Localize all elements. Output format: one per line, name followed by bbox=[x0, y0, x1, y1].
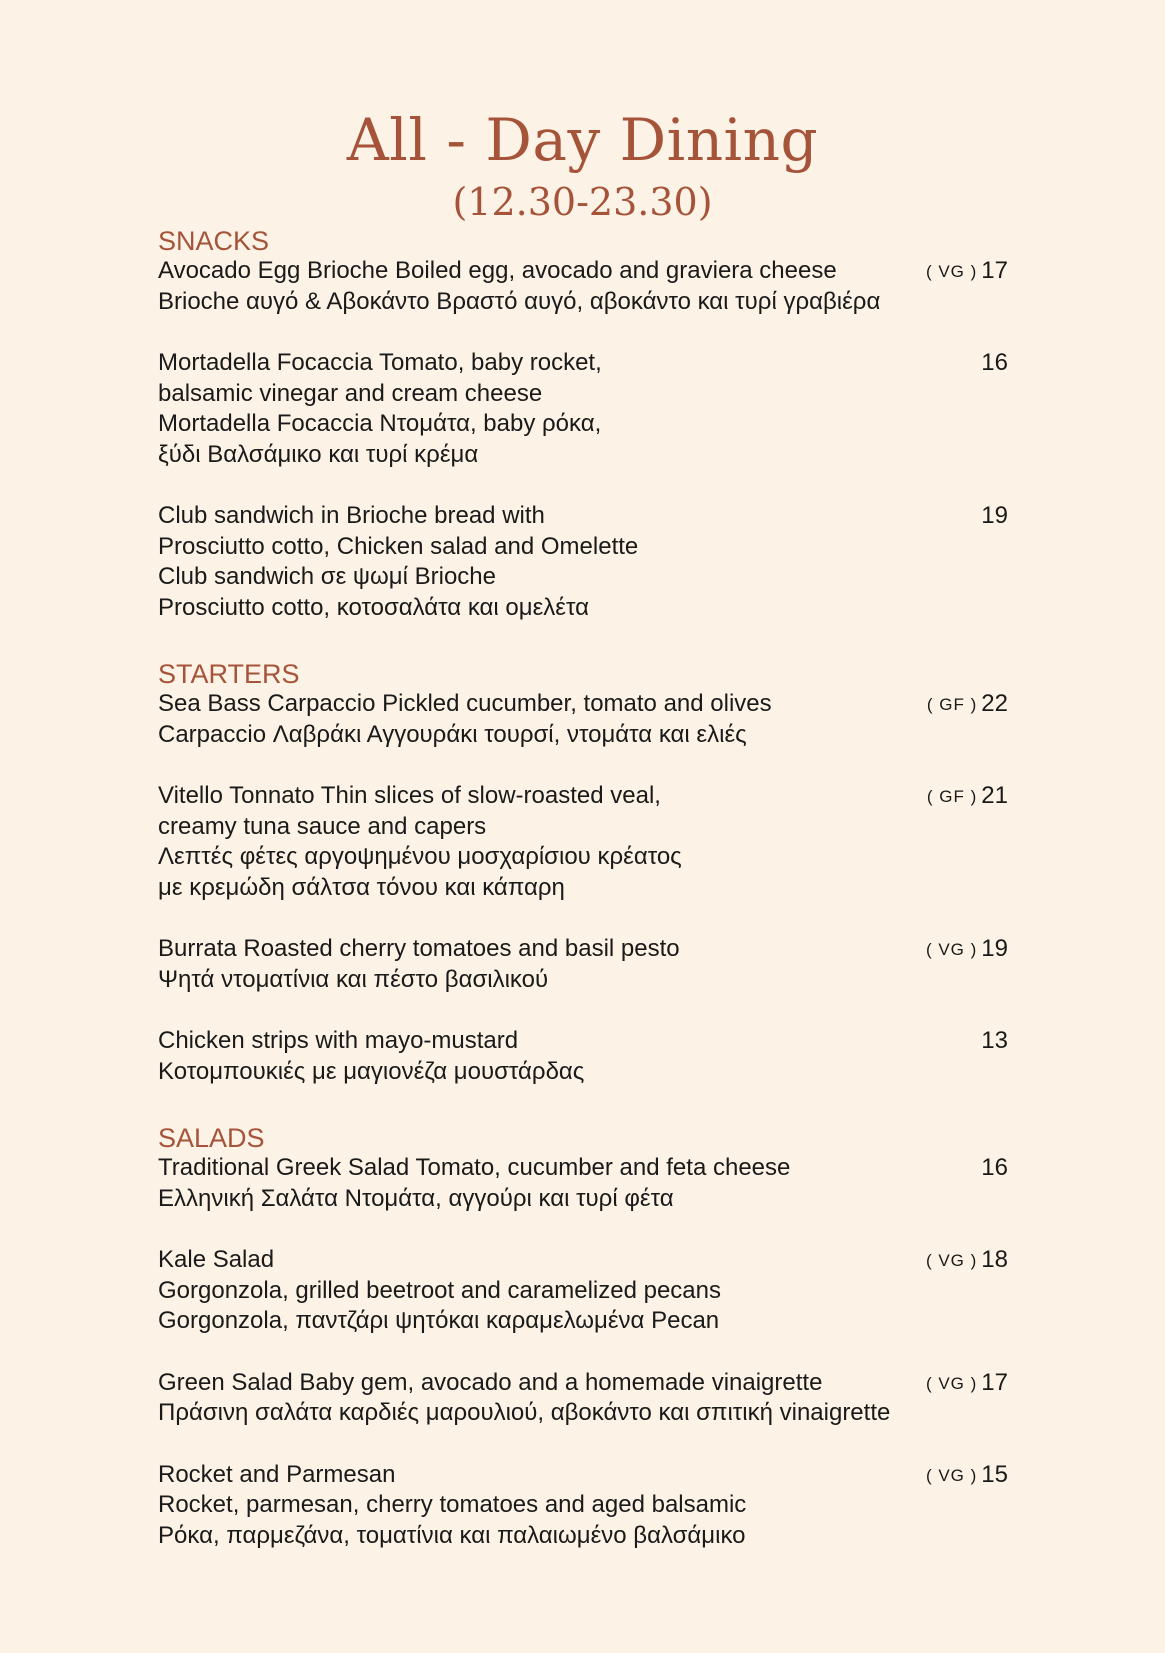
menu-item-description: Gorgonzola, παντζάρι ψητόκαι καραμελωμένα Pecan bbox=[158, 1307, 720, 1334]
menu-item bbox=[158, 1153, 1008, 1214]
menu-item-meta bbox=[926, 1460, 1008, 1492]
menu-item-description: Prosciutto cotto, Chicken salad and Omelette bbox=[158, 532, 639, 560]
menu-item-description: Κοτομπουκιές με μαγιονέζα μουστάρδας bbox=[158, 1057, 585, 1085]
menu-item-price: 19 bbox=[981, 502, 1008, 529]
menu-item-name: Kale Salad bbox=[158, 1246, 275, 1273]
menu-item-name: Vitello Tonnato Thin slices of slow-roasted veal, bbox=[158, 782, 661, 809]
menu-item-price: 17 bbox=[981, 1368, 1008, 1396]
menu-item-meta bbox=[981, 1026, 1008, 1057]
menu-item-meta bbox=[926, 256, 1008, 288]
menu-item-price: 17 bbox=[981, 257, 1008, 284]
section-title: STARTERS bbox=[158, 659, 300, 689]
menu-item bbox=[158, 1245, 1008, 1337]
menu-item-description: Ρόκα, παρμεζάνα, τοματίνια και παλαιωμένο βαλσάμικο bbox=[158, 1521, 746, 1549]
menu-item-price: 16 bbox=[981, 349, 1008, 376]
menu-item-description: Ψητά ντοματίνια και πέστο βασιλικού bbox=[158, 965, 549, 993]
diet-badge: ( GF ) bbox=[926, 787, 978, 806]
menu-item-description: Carpaccio Λαβράκι Αγγουράκι τουρσί, ντομάτα και ελιές bbox=[158, 720, 747, 748]
menu-item-price: 19 bbox=[981, 935, 1008, 962]
menu-item-meta bbox=[926, 1368, 1008, 1400]
menu-item bbox=[158, 934, 1008, 995]
menu-item-description: creamy tuna sauce and capers bbox=[158, 812, 487, 840]
menu-item-name: Rocket and Parmesan bbox=[158, 1460, 396, 1488]
menu-item bbox=[158, 501, 1008, 623]
diet-badge: ( GF ) bbox=[926, 695, 978, 714]
diet-badge: ( VG ) bbox=[925, 1465, 978, 1485]
menu-item-description: Λεπτές φέτες αργοψημένου μοσχαρίσιου κρέατος bbox=[158, 843, 682, 870]
menu-item-name: Mortadella Focaccia Tomato, baby rocket, bbox=[158, 349, 602, 376]
menu-item-meta bbox=[927, 689, 1008, 721]
menu-item-description: Club sandwich σε ψωμί Brioche bbox=[158, 563, 496, 590]
section-snacks bbox=[158, 226, 1008, 623]
menu-item-price: 21 bbox=[981, 782, 1008, 809]
menu-item-price: 15 bbox=[981, 1460, 1008, 1488]
section-salads bbox=[158, 1123, 1008, 1551]
page-title: All - Day Dining bbox=[346, 106, 819, 174]
section-title: SNACKS bbox=[158, 226, 270, 256]
menu-item-description: balsamic vinegar and cream cheese bbox=[158, 379, 543, 407]
menu-item-description: ξύδι Βαλσάμικο και τυρί κρέμα bbox=[158, 440, 479, 468]
menu-item bbox=[158, 348, 1008, 470]
menu-item bbox=[158, 781, 1008, 903]
diet-badge: ( VG ) bbox=[925, 940, 978, 959]
menu-item-description: Rocket, parmesan, cherry tomatoes and aged balsamic bbox=[158, 1491, 747, 1518]
menu-item-meta bbox=[981, 348, 1008, 379]
section-title: SALADS bbox=[158, 1123, 265, 1153]
menu-item-description: Prosciutto cotto, κοτοσαλάτα και ομελέτα bbox=[158, 593, 590, 621]
section-starters bbox=[158, 659, 1008, 1087]
menu-item bbox=[158, 689, 1008, 750]
menu-item-meta bbox=[981, 501, 1008, 532]
menu-item-name: Avocado Egg Brioche Boiled egg, avocado and graviera cheese bbox=[158, 257, 837, 284]
menu-item-meta bbox=[981, 1153, 1008, 1184]
menu-item-description: Gorgonzola, grilled beetroot and caramelized pecans bbox=[158, 1276, 722, 1304]
menu-item bbox=[158, 1026, 1008, 1087]
diet-badge: ( VG ) bbox=[925, 1373, 978, 1393]
menu-item-price: 18 bbox=[981, 1246, 1008, 1273]
menu-item-price: 16 bbox=[981, 1154, 1008, 1181]
menu-item-description: Ελληνική Σαλάτα Ντομάτα, αγγούρι και τυρί φέτα bbox=[158, 1184, 674, 1212]
menu-item-name: Green Salad Baby gem, avocado and a homemade vinaigrette bbox=[158, 1368, 823, 1396]
diet-badge: ( VG ) bbox=[925, 1251, 978, 1270]
menu-item bbox=[158, 1460, 1008, 1552]
menu-item-meta bbox=[926, 1245, 1008, 1277]
menu-item-name: Traditional Greek Salad Tomato, cucumber and feta cheese bbox=[158, 1154, 791, 1181]
menu-item bbox=[158, 256, 1008, 317]
menu-item-price: 13 bbox=[981, 1027, 1008, 1054]
service-hours: (12.30-23.30) bbox=[452, 180, 713, 224]
menu-item-description: Πράσινη σαλάτα καρδιές μαρουλιού, αβοκάντο και σπιτική vinaigrette bbox=[158, 1399, 891, 1426]
menu-item bbox=[158, 1368, 1008, 1429]
menu-item-meta bbox=[926, 934, 1008, 966]
menu-item-description: Mortadella Focaccia Ντομάτα, baby ρόκα, bbox=[158, 410, 602, 437]
menu-item-name: Chicken strips with mayo-mustard bbox=[158, 1027, 519, 1054]
menu-item-name: Club sandwich in Brioche bread with bbox=[158, 502, 545, 529]
menu-item-meta bbox=[927, 781, 1008, 813]
menu-item-name: Sea Bass Carpaccio Pickled cucumber, tomato and olives bbox=[158, 690, 772, 717]
diet-badge: ( VG ) bbox=[925, 262, 978, 281]
menu-item-price: 22 bbox=[981, 690, 1008, 717]
menu-item-description: Brioche αυγό & Αβοκάντο Βραστό αυγό, αβοκάντο και τυρί γραβιέρα bbox=[158, 287, 881, 315]
menu-item-description: με κρεμώδη σάλτσα τόνου και κάπαρη bbox=[158, 873, 565, 901]
menu-item-name: Burrata Roasted cherry tomatoes and basil pesto bbox=[158, 935, 680, 962]
